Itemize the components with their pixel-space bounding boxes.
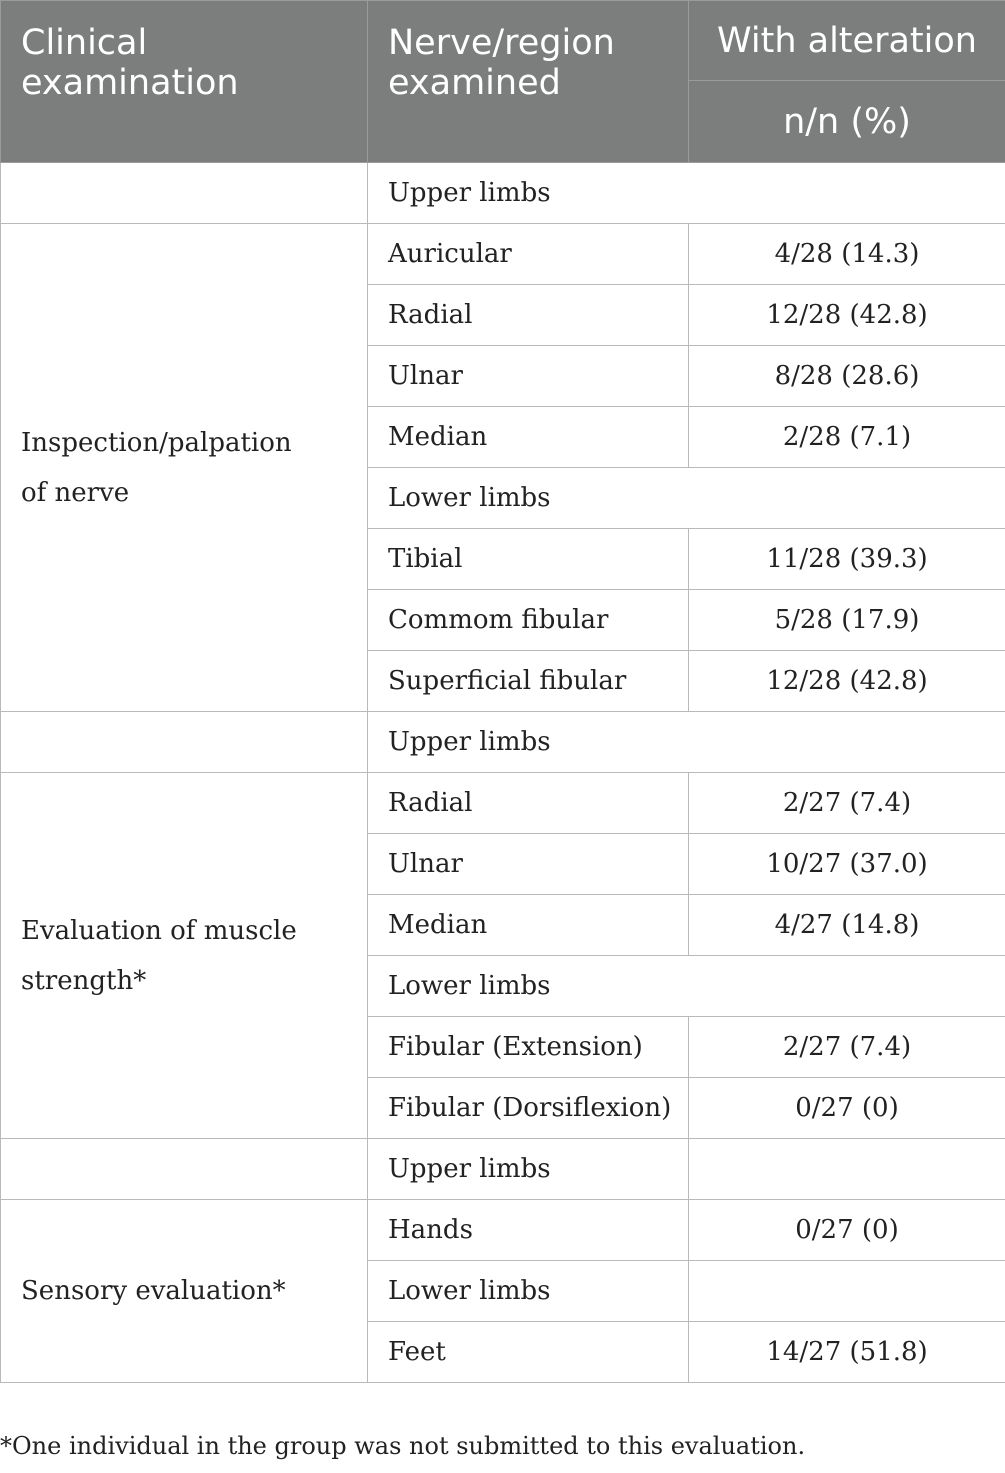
subgroup-label: Lower limbs [368,1261,689,1322]
subgroup-row [1,1139,1005,1200]
nerve-name: Ulnar [368,834,689,895]
nerve-name: Tibial [368,529,689,590]
subgroup-label: Upper limbs [368,712,1005,773]
nerve-name: Radial [368,285,689,346]
alteration-value: 12/28 (42.8) [689,651,1005,712]
alteration-value: 2/27 (7.4) [689,773,1005,834]
nerve-name: Fibular (Dorsiflexion) [368,1078,689,1139]
alteration-value: 4/28 (14.3) [689,224,1005,285]
section-label: Evaluation of muscle strength* [1,773,368,1139]
nerve-name: Superficial fibular [368,651,689,712]
footnote: *One individual in the group was not submitted to this evaluation. [0,1432,806,1460]
nerve-name: Fibular (Extension) [368,1017,689,1078]
nerve-name: Median [368,895,689,956]
nerve-name: Ulnar [368,346,689,407]
empty-cell [689,1261,1005,1322]
region-name: Feet [368,1322,689,1383]
alteration-value: 0/27 (0) [689,1078,1005,1139]
alteration-value: 5/28 (17.9) [689,590,1005,651]
table-row [1,1200,1005,1261]
alteration-value: 14/27 (51.8) [689,1322,1005,1383]
alteration-value: 0/27 (0) [689,1200,1005,1261]
subgroup-row [1,163,1005,224]
header-clinical-examination: Clinical examination [1,1,368,163]
region-name: Hands [368,1200,689,1261]
subgroup-label: Lower limbs [368,956,1005,1017]
table-row [1,224,1005,285]
alteration-value: 12/28 (42.8) [689,285,1005,346]
header-unit: n/n (%) [689,81,1005,163]
section-label: Inspection/palpation of nerve [1,224,368,712]
empty-cell [689,1139,1005,1200]
subgroup-label: Upper limbs [368,1139,689,1200]
alteration-value: 2/28 (7.1) [689,407,1005,468]
subgroup-row [1,712,1005,773]
alteration-value: 2/27 (7.4) [689,1017,1005,1078]
nerve-name: Radial [368,773,689,834]
empty-cell [1,712,368,773]
subgroup-label: Upper limbs [368,163,1005,224]
subgroup-label: Lower limbs [368,468,1005,529]
header-with-alteration: With alteration [689,1,1005,81]
table-header [1,1,1005,163]
alteration-value: 4/27 (14.8) [689,895,1005,956]
empty-cell [1,163,368,224]
table-row [1,773,1005,834]
alteration-value: 11/28 (39.3) [689,529,1005,590]
section-label: Sensory evaluation* [1,1200,368,1383]
nerve-name: Commom fibular [368,590,689,651]
empty-cell [1,1139,368,1200]
header-nerve-region: Nerve/region examined [368,1,689,163]
nerve-name: Auricular [368,224,689,285]
nerve-name: Median [368,407,689,468]
alteration-value: 8/28 (28.6) [689,346,1005,407]
alteration-value: 10/27 (37.0) [689,834,1005,895]
